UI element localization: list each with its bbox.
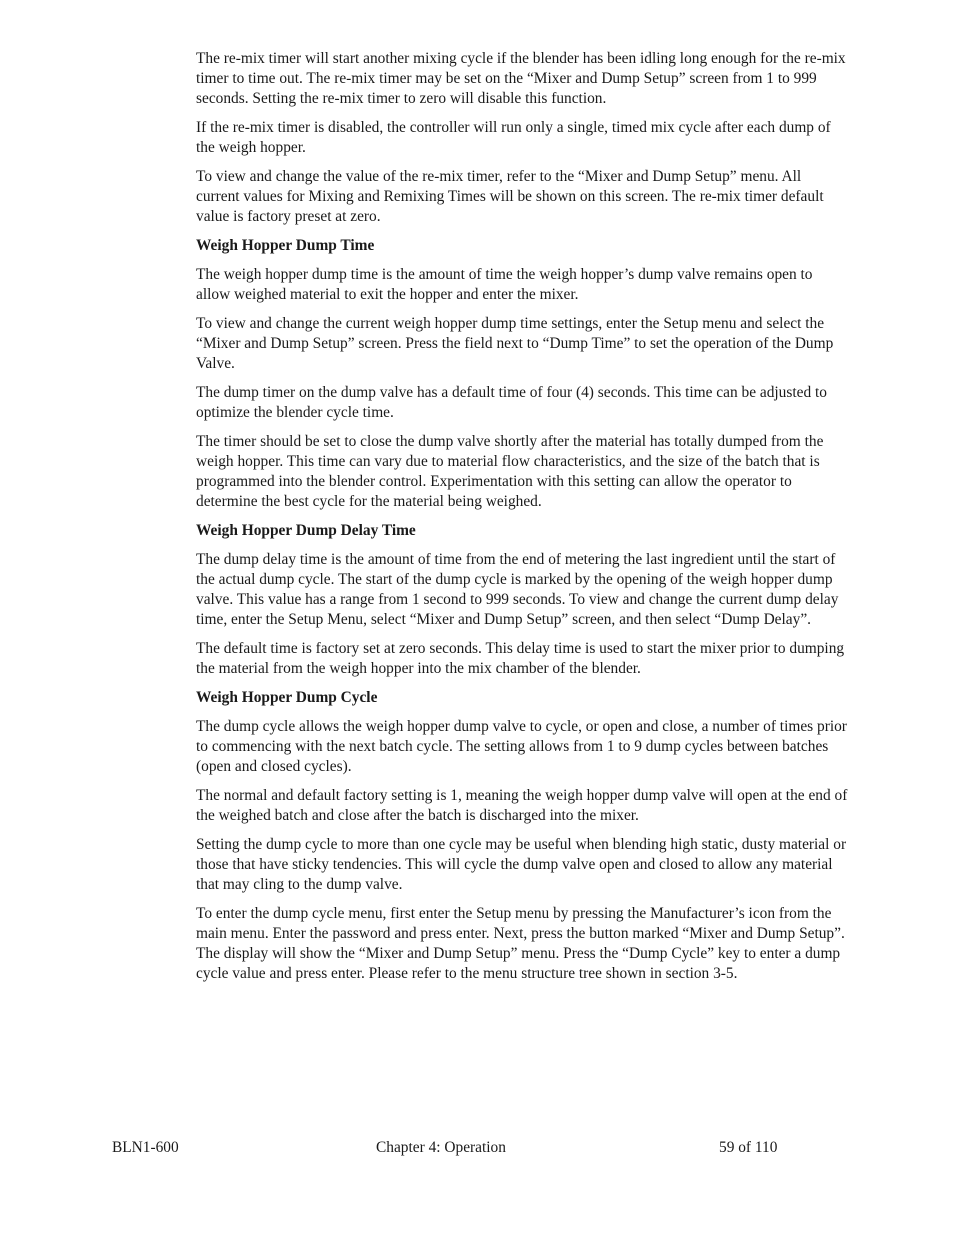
paragraph-dump-time-tuning: The timer should be set to close the dump valve shortly after the material has totally dumped from the weigh hopper. This time can vary due to material flow characteristics, and the size of the batch that is programmed into the blender control. Experimentation with this setting can allow the operator to determine the best cycle for the material being weighed. (196, 433, 824, 510)
heading-dump-time: Weigh Hopper Dump Time (196, 236, 375, 254)
footer-doc-id: BLN1-600 (112, 1139, 179, 1156)
paragraph-dump-delay-default: The default time is factory set at zero seconds. This delay time is used to start the mixer prior to dumping the material from the weigh hopper into the mix chamber of the blender. (196, 639, 845, 677)
footer-page-number: 59 of 110 (719, 1139, 778, 1156)
heading-dump-delay: Weigh Hopper Dump Delay Time (196, 521, 416, 539)
document-body (196, 49, 848, 993)
paragraph-dump-cycle-usage: Setting the dump cycle to more than one cycle may be useful when blending high static, dusty material or those that have sticky tendencies. This will cycle the dump valve open and closed to allow any material that may cling to the dump valve. (196, 836, 847, 893)
footer-chapter: Chapter 4: Operation (376, 1139, 506, 1156)
paragraph-dump-cycle-def: The dump cycle allows the weigh hopper dump valve to cycle, or open and close, a number of times prior to commencing with the next batch cycle. The setting allows from 1 to 9 dump cycles between batches (open and closed cycles). (196, 718, 847, 775)
paragraph-remix-timer: The re-mix timer will start another mixing cycle if the blender has been idling long enough for the re-mix timer to time out. The re-mix timer may be set on the “Mixer and Dump Setup” screen from 1 to 999 seconds. Setting the re-mix timer to zero will disable this function. (196, 50, 846, 107)
paragraph-dump-cycle-menu: To enter the dump cycle menu, first enter the Setup menu by pressing the Manufacturer’s icon from the main menu. Enter the password and press enter. Next, press the button marked “Mixer and Dump Setup”. The display will show the “Mixer and Dump Setup” menu. Press the “Dump Cycle” key to enter a dump cycle value and press enter. Please refer to the menu structure tree shown in section 3-5. (196, 905, 845, 982)
heading-dump-cycle: Weigh Hopper Dump Cycle (196, 689, 378, 707)
paragraph-dump-time-def: The weigh hopper dump time is the amount of time the weigh hopper’s dump valve remains open to allow weighed material to exit the hopper and enter the mixer. (196, 266, 813, 303)
paragraph-dump-cycle-default: The normal and default factory setting is 1, meaning the weigh hopper dump valve will open at the end of the weighed batch and close after the batch is discharged into the mixer. (196, 787, 848, 824)
paragraph-dump-time-default: The dump timer on the dump valve has a default time of four (4) seconds. This time can be adjusted to optimize the blender cycle time. (196, 384, 827, 421)
paragraph-dump-delay-def: The dump delay time is the amount of time from the end of metering the last ingredient until the start of the actual dump cycle. The start of the dump cycle is marked by the opening of the weigh hopper dump valve. This value has a range from 1 second to 999 seconds. To view and change the current dump delay time, enter the Setup Menu, select “Mixer and Dump Setup” screen, and then select “Dump Delay”. (196, 551, 839, 628)
paragraph-remix-disabled: If the re-mix timer is disabled, the controller will run only a single, timed mix cycle after each dump of the weigh hopper. (196, 118, 831, 156)
paragraph-dump-time-view: To view and change the current weigh hopper dump time settings, enter the Setup menu and select the “Mixer and Dump Setup” screen. Press the field next to “Dump Time” to set the operation of the Dump Valve. (196, 315, 834, 372)
paragraph-remix-view: To view and change the value of the re-mix timer, refer to the “Mixer and Dump Setup” menu. All current values for Mixing and Remixing Times will be shown on this screen. The re-mix timer default value is factory preset at zero. (196, 167, 824, 225)
